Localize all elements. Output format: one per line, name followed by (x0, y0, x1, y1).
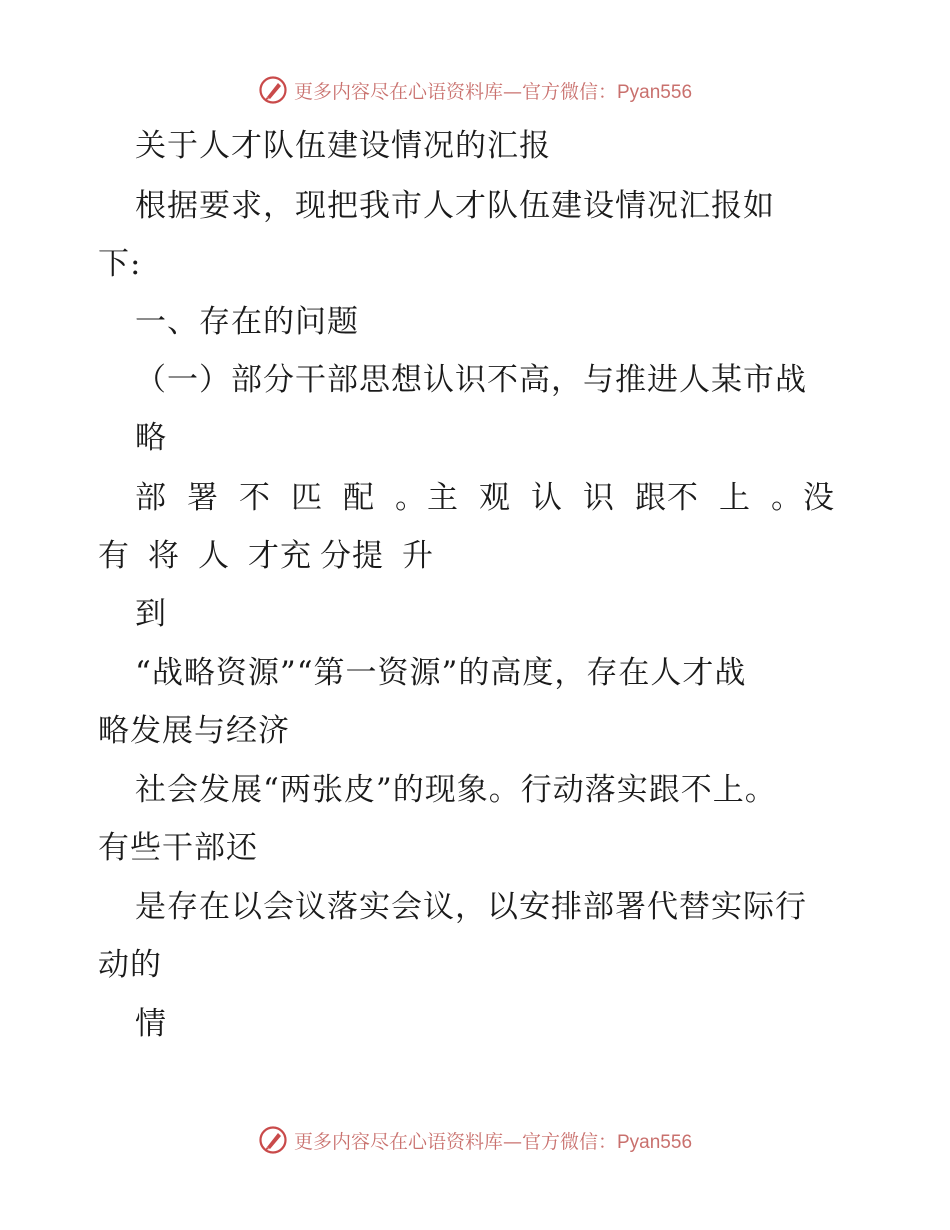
item-heading-line-2: 略 (135, 420, 167, 456)
watermark-text: 更多内容尽在心语资料库—官方微信：Pyan556 (293, 80, 693, 103)
pen-logo-icon (258, 1125, 288, 1155)
paragraph-1-line-1 (135, 478, 835, 518)
watermark-text: 更多内容尽在心语资料库—官方微信：Pyan556 (293, 1130, 693, 1153)
spaced-word: 认 (531, 480, 563, 516)
section-heading: 一、存在的问题 (135, 304, 359, 340)
intro-line-1: 根据要求，现把我市人才队伍建设情况汇报如 (135, 188, 775, 224)
spaced-word: 识 (583, 480, 615, 516)
paragraph-4-line-1: 是存在以会议落实会议，以安排部署代替实际行 (135, 889, 807, 925)
paragraph-4-line-2: 动的 (98, 947, 162, 983)
watermark-wechat-id: Pyan556 (617, 81, 693, 103)
paragraph-5-line-1: 情 (135, 1006, 167, 1042)
paragraph-2-line-1: “战略资源”“第一资源”的高度，存在人才战 (135, 655, 747, 691)
spaced-word: 不 (239, 480, 271, 516)
spaced-word: 匹 (291, 480, 323, 516)
paragraph-1-line-2 (98, 536, 452, 576)
spaced-word: 部 (135, 480, 167, 516)
paragraph-3-line-2: 有些干部还 (98, 830, 258, 866)
spaced-word: 署 (187, 480, 219, 516)
spaced-word: 。主 (395, 480, 459, 516)
paragraph-3-line-1: 社会发展“两张皮”的现象。行动落实跟不上。 (135, 772, 777, 808)
spaced-word: 才充 (248, 538, 312, 574)
paragraph-2-line-2: 略发展与经济 (98, 713, 290, 749)
footer-watermark (0, 1120, 950, 1160)
spaced-word: 观 (479, 480, 511, 516)
spaced-word: 升 (402, 538, 434, 574)
item-heading-line-1: （一）部分干部思想认识不高，与推进人某市战 (135, 362, 807, 398)
spaced-word: 人 (198, 538, 230, 574)
intro-line-2: 下: (98, 246, 142, 282)
spaced-word: 配 (343, 480, 375, 516)
spaced-word: 跟不 (635, 480, 699, 516)
paragraph-1-line-3: 到 (135, 596, 167, 632)
spaced-word: 有 (98, 538, 130, 574)
watermark-wechat-id: Pyan556 (617, 1131, 693, 1153)
spaced-word: 分提 (320, 538, 384, 574)
document-title: 关于人才队伍建设情况的汇报 (135, 128, 551, 164)
spaced-word: 将 (148, 538, 180, 574)
spaced-word: 上 (719, 480, 751, 516)
spaced-word: 。没 (771, 480, 835, 516)
